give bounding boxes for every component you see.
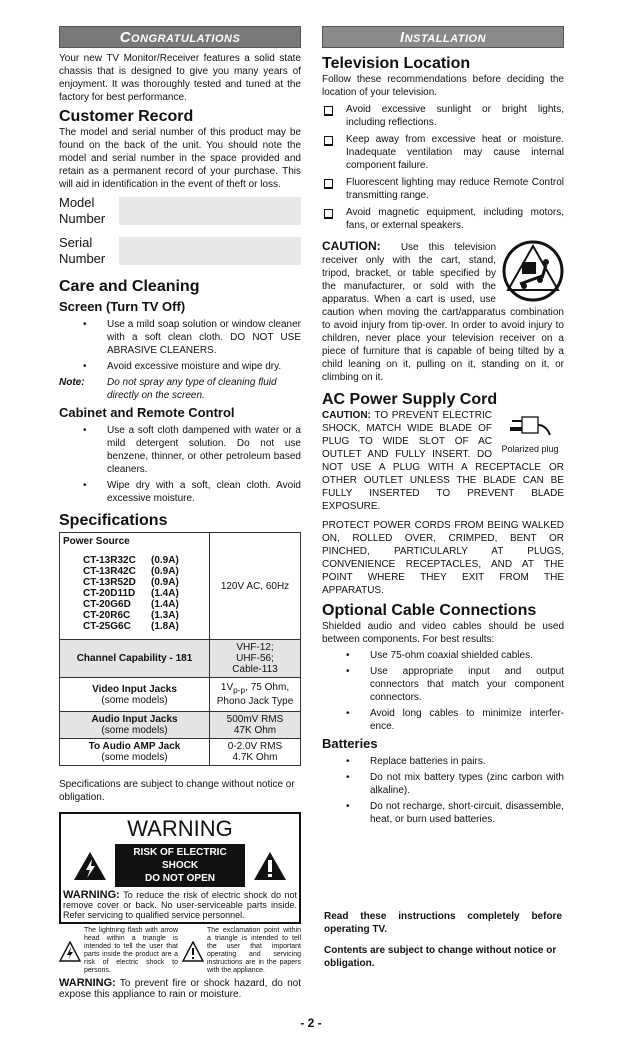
amp-sub: (some models) (101, 752, 168, 763)
audio-label: Audio Input Jacks (91, 714, 178, 725)
tv-location-list (322, 103, 564, 232)
list-item: • Avoid long cables to minimize interfer- ence. (346, 707, 564, 733)
batteries-list (346, 755, 564, 826)
model-row (83, 588, 206, 599)
exclamation-triangle-icon (253, 851, 287, 881)
contents-notice: Contents are subject to change without notice or obligation. (324, 945, 557, 969)
audio-value-2: 47K Ohm (233, 725, 277, 736)
warning-box (59, 812, 301, 924)
congratulations-banner: Congratulations (59, 26, 301, 48)
fire-warning (59, 978, 301, 1000)
list-item: • Use a soft cloth dampened with water or a mild detergent solution. Do not use benzene, thinner, or other petroleum based cleaners. (83, 424, 301, 476)
model-amps: (1.4A) (151, 599, 179, 610)
model-number-label: Model Number (59, 195, 106, 226)
warning-title: WARNING (127, 816, 233, 841)
caution-body: Use this television receiver only with the cart, stand, tripod, bracket, or table specified by the manufacturer, or sold with the apparatus. When a cart is used, use caution when moving the cart/apparatus combination to avoid injury from tip-over. In order to avoid injury to children, never place your television receiver on a piece of furniture that is capable of being tilted by a child leaning on it, pulling on it, standing on it, or climbing on it. (322, 242, 564, 383)
risk-label (115, 844, 245, 887)
lightning-triangle-icon (73, 851, 107, 881)
model-name: CT-13R32C (83, 555, 136, 566)
note-label: Note: (59, 377, 85, 388)
list-item: Keep away from excessive heat or moisture. Inadequate ventilation may cause internal component failure. (322, 133, 564, 172)
lightning-triangle-icon (59, 941, 81, 963)
channel-cable: Cable-113 (232, 664, 278, 675)
channel-vhf: VHF-12; (236, 642, 274, 653)
model-name: CT-13R42C (83, 566, 136, 577)
cabinet-list (83, 424, 301, 505)
symbol-explanations (59, 927, 301, 975)
screen-list (83, 318, 301, 373)
polarized-plug-figure (496, 411, 564, 454)
list-item: Avoid magnetic equipment, including motors, fans, or external speakers. (322, 206, 564, 232)
video-label: Video Input Jacks (92, 683, 177, 695)
cable-title: Optional Cable Connections (322, 602, 537, 619)
table-row (60, 533, 301, 640)
list-item: • Use a mild soap solution or window cleaner with a soft clean cloth. DO NOT USE ABRASIVE CLEANERS. (83, 318, 301, 357)
power-source-label: Power Source (63, 536, 130, 547)
caution-block (322, 240, 564, 384)
model-amps: (0.9A) (151, 555, 179, 566)
exclamation-explanation (182, 927, 301, 975)
list-item: • Wipe dry with a soft, clean cloth. Avoid excessive moisture. (83, 479, 301, 505)
channel-label: Channel Capability - 181 (60, 640, 210, 678)
list-item: • Avoid excessive moisture and wipe dry. (83, 360, 301, 373)
audio-label-cell (60, 712, 210, 739)
amp-value-1: 0-2.0V RMS (227, 741, 283, 752)
ac-caution-body: TO PREVENT ELECTRIC SHOCK, MATCH WIDE BLADE OF PLUG TO WIDE SLOT OF AC OUTLET AND FULLY INSERT. DO NOT USE A PLUG WITH A RECEPTACLE OR OTHER OUTLET UNLESS THE BLADE CAN BE FULLY INSERTED TO PREVENT BLADE EXPOSURE. (322, 410, 564, 512)
list-item: Fluorescent lighting may reduce Remote Control transmitting range. (322, 176, 564, 202)
channel-uhf: UHF-56; (236, 653, 274, 664)
fire-warning-text: To prevent fire or shock hazard, do not expose this appliance to rain or moisture. (59, 978, 301, 1000)
tv-location-intro: Follow these recommendations before deciding the location of your television. (322, 74, 564, 98)
model-row (83, 610, 206, 621)
list-item: • Use appropriate input and output connectors that match your component connectors. (346, 665, 564, 704)
note-text: Do not spray any type of cleaning fluid directly on the screen. (107, 377, 277, 401)
customer-record-text: The model and serial number of this product may be found on the back of the unit. You should note the model and serial number in the space provided and retain as a permanent record of your purchase. This will aid in identification in the event of theft or loss. (59, 127, 301, 190)
lightning-text: The lightning flash with arrow head within a triangle is intended to tell the user that parts inside the product are a risk of electric shock to persons. (84, 927, 178, 974)
cabinet-title: Cabinet and Remote Control (59, 405, 235, 420)
serial-number-field[interactable] (119, 237, 301, 265)
video-value-b: , 75 Ohm, (245, 682, 290, 693)
fire-warning-label: WARNING: (59, 977, 116, 989)
audio-value-1: 500mV RMS (226, 714, 284, 725)
cart-warning-icon (502, 240, 564, 302)
spec-note: Specifications are subject to change without notice or obligation. (59, 779, 295, 803)
intro-text: Your new TV Monitor/Receiver features a solid state chassis that is designed to give you many years of enjoyment. It was thoroughly tested and tuned at the factory for best performance. (59, 53, 301, 103)
ac-caution-block (322, 409, 564, 513)
table-row (60, 640, 301, 678)
audio-sub: (some models) (101, 725, 168, 736)
polarized-plug-icon (508, 411, 552, 439)
model-amps: (1.4A) (151, 588, 179, 599)
cable-list (346, 649, 564, 733)
specifications-title: Specifications (59, 512, 168, 529)
video-value-sub: p-p (233, 685, 246, 695)
exclamation-text: The exclamation point within a triangle is intended to tell the user that important operating and servicing instructions are in the papers with the appliance. (207, 927, 301, 974)
batteries-title: Batteries (322, 736, 378, 751)
screen-title: Screen (Turn TV Off) (59, 299, 186, 314)
video-sub: (some models) (101, 694, 168, 706)
note (59, 376, 301, 402)
read-instructions: Read these instructions completely before operating TV. (324, 911, 562, 935)
warning-body: To reduce the risk of electric shock do not remove cover or back. No user-serviceable parts inside. Refer servicing to qualified service personnel. (63, 890, 297, 920)
care-title: Care and Cleaning (59, 278, 200, 295)
warning-text (63, 890, 297, 920)
model-name: CT-20D11D (83, 588, 136, 599)
ac-power-title: AC Power Supply Cord (322, 391, 498, 408)
amp-value-2: 4.7K Ohm (232, 752, 278, 763)
video-label-cell (60, 678, 210, 712)
table-row (60, 712, 301, 739)
model-number-field[interactable] (119, 197, 301, 225)
model-name: CT-20R6C (83, 610, 131, 621)
serial-number-label: Serial Number (59, 235, 106, 266)
list-item: • Replace batteries in pairs. (346, 755, 564, 768)
model-name: CT-13R52D (83, 577, 136, 588)
list-item: • Use 75-ohm coaxial shielded cables. (346, 649, 564, 662)
power-value: 120V AC, 60Hz (210, 533, 301, 640)
tv-location-title: Television Location (322, 55, 471, 72)
risk-line-2: DO NOT OPEN (144, 873, 215, 884)
list-item: • Do not mix battery types (zinc carbon with alkaline). (346, 771, 564, 797)
customer-record-title: Customer Record (59, 108, 194, 125)
model-amps: (0.9A) (151, 566, 179, 577)
model-amps: (1.3A) (151, 610, 179, 621)
audio-value (210, 712, 301, 739)
list-item: Avoid excessive sunlight or bright lights, including reflections. (322, 103, 564, 129)
channel-value (210, 640, 301, 678)
list-item: • Do not recharge, short-circuit, disassemble, heat, or burn used batteries. (346, 800, 564, 826)
model-amps: (1.8A) (151, 621, 179, 632)
caution-label: CAUTION: (322, 239, 381, 253)
video-value (210, 678, 301, 712)
table-row (60, 678, 301, 712)
model-row (83, 555, 206, 566)
table-row (60, 739, 301, 766)
footer-notes (324, 910, 562, 970)
model-row (83, 566, 206, 577)
power-source-cell (60, 533, 210, 640)
model-name: CT-25G6C (83, 621, 131, 632)
risk-row (63, 844, 297, 887)
amp-label-cell (60, 739, 210, 766)
risk-line-1: RISK OF ELECTRIC SHOCK (133, 847, 227, 871)
left-column (59, 26, 301, 1000)
model-row (83, 621, 206, 632)
model-row (83, 577, 206, 588)
right-column (322, 26, 564, 826)
serial-number-row (59, 235, 301, 267)
ac-caution-label: CAUTION: (322, 410, 371, 421)
installation-banner: Installation (322, 26, 564, 48)
warning-label: WARNING: (63, 889, 120, 901)
page-number: - 2 - (300, 1016, 322, 1030)
model-amps: (0.9A) (151, 577, 179, 588)
model-name: CT-20G6D (83, 599, 131, 610)
model-list (63, 555, 206, 632)
amp-value (210, 739, 301, 766)
exclamation-triangle-icon (182, 941, 204, 963)
amp-label: To Audio AMP Jack (88, 741, 181, 752)
model-row (83, 599, 206, 610)
specifications-table (59, 532, 301, 766)
plug-caption: Polarized plug (501, 444, 559, 454)
cable-intro: Shielded audio and video cables should be used between components. For best results: (322, 621, 564, 645)
protect-cords-text: PROTECT POWER CORDS FROM BEING WALKED ON, ROLLED OVER, CRIMPED, BENT OR PINCHED, PARTICULARLY AT PLUGS, CONVENIENCE RECEPTACLES, AND AT THE POINT WHERE THEY EXIT FROM THE APPARATUS. (322, 520, 564, 596)
video-value-a: 1V (220, 682, 234, 693)
model-number-row (59, 195, 301, 227)
lightning-explanation (59, 927, 178, 975)
video-value-c: Phono Jack Type (216, 696, 294, 707)
